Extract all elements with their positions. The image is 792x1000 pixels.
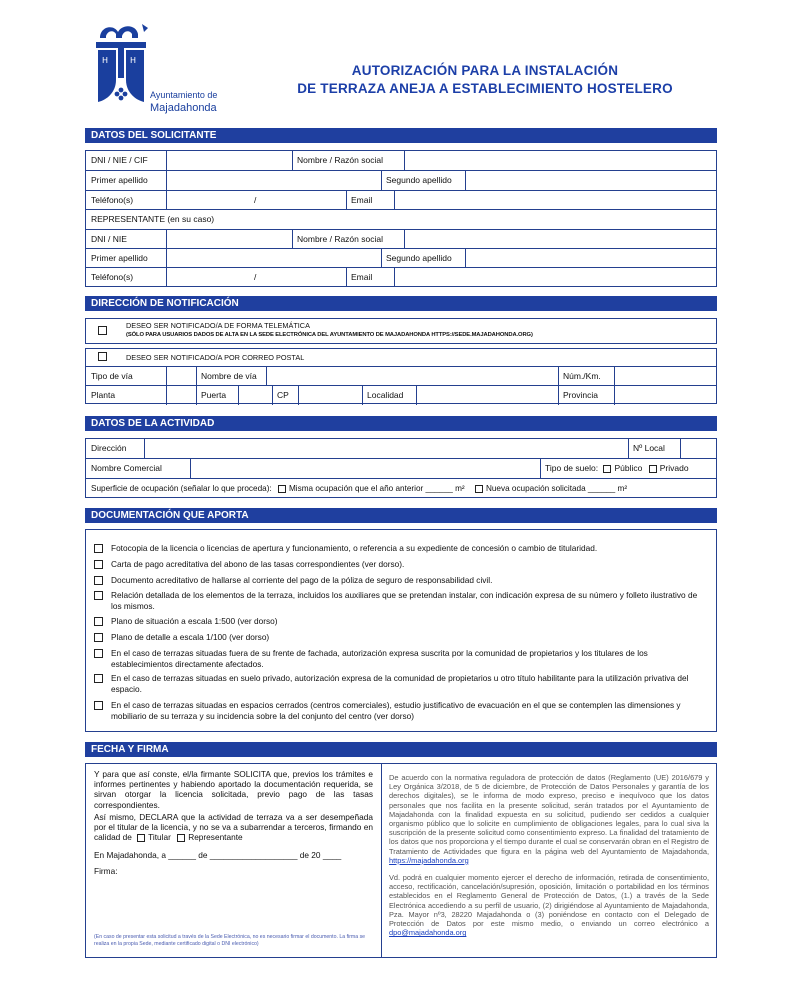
nombre-rep-field[interactable]: [404, 230, 716, 249]
primer-apellido-rep-field[interactable]: [166, 249, 381, 268]
label-tipo-suelo: Tipo de suelo:: [545, 463, 599, 473]
label-tipo-via: Tipo de vía: [91, 371, 133, 381]
doc-text-1: Fotocopia de la licencia o licencias de apertura y funcionamiento, o referencia a su expediente de concesión o cambio de titularidad.: [111, 543, 598, 553]
solicitante-box: [85, 150, 717, 287]
doc-checkbox-7[interactable]: [94, 649, 103, 658]
svg-text:H: H: [102, 56, 109, 65]
row-telefono-rep: [86, 267, 716, 287]
label-provincia: Provincia: [563, 390, 598, 400]
section-header-notificacion: DIRECCIÓN DE NOTIFICACIÓN: [85, 296, 717, 311]
telefono-separator: /: [254, 195, 257, 205]
logo-text-line1: Ayuntamiento de: [150, 90, 218, 100]
declara-text: [94, 812, 373, 843]
doc-item-5: [94, 616, 708, 627]
doc-checkbox-6[interactable]: [94, 633, 103, 642]
fecha-line: En Majadahonda, a ______ de ___________________ de 20 ____: [94, 850, 342, 861]
doc-checkbox-1[interactable]: [94, 544, 103, 553]
dpo-email-link[interactable]: dpo@majadahonda.org: [389, 928, 467, 938]
doc-text-2: Carta de pago acreditativa del abono de las tasas correspondientes (ver dorso).: [111, 559, 405, 569]
row-nombre-comercial: [86, 458, 716, 478]
doc-item-4: [94, 590, 708, 611]
tipo-via-field[interactable]: [166, 367, 196, 386]
row-dni: [86, 151, 716, 171]
firma-declaracion: [86, 764, 381, 957]
majadahonda-link[interactable]: https://majadahonda.org: [389, 855, 469, 865]
row-direccion: [86, 439, 716, 459]
email-rep-field[interactable]: [394, 268, 716, 287]
label-nombre-rep: Nombre / Razón social: [297, 234, 383, 244]
row-postal: [86, 349, 716, 367]
label-nueva: Nueva ocupación solicitada ______ m²: [485, 484, 628, 493]
sede-note: (En caso de presentar esta solicitud a través de la Sede Electrónica, no es necesario firmar el documento. La firma se realiza en la propia Sede, mediante certificado digital o DNI electrónico): [94, 934, 366, 947]
notificacion-postal-box: [85, 348, 717, 404]
notificacion-telematica-box: [85, 318, 717, 344]
local-field[interactable]: [680, 439, 716, 459]
section-header-actividad: DATOS DE LA ACTIVIDAD: [85, 416, 717, 431]
privacy-text-2: Vd. podrá en cualquier momento ejercer el derecho de información, retirada de consentimiento, acceso, rectificación, cancelación/supresión, oposición, limitación o portabilidad en los términos establecidos en el Reglamento General de Protección de Datos, (1.) a través de la Sede Electrónica accediendo a su perfil de usuario, (2) dirigiéndose al Ayuntamiento de Majadahonda, Pza. Mayor nº3, 28220 Majadahonda o (3) poniéndose en contacto con el Delegado de Protección de Datos por este mismo medio, o enviando un correo electrónico a: [389, 873, 709, 929]
label-titular: Titular: [148, 832, 171, 843]
label-email-rep: Email: [351, 272, 373, 282]
dni-cif-field[interactable]: [166, 151, 292, 171]
label-direccion: Dirección: [91, 443, 127, 453]
row-planta: [86, 385, 716, 405]
label-representante: REPRESENTANTE (en su caso): [91, 214, 215, 224]
publico-checkbox[interactable]: [603, 465, 611, 473]
doc-text-3: Documento acreditativo de hallarse al corriente del pago de la póliza de seguro de responsabilidad civil.: [111, 575, 493, 585]
row-via: [86, 366, 716, 386]
doc-text-4: Relación detallada de los elementos de la terraza, incluidos los auxiliares que se pretendan instalar, con indicación expresa de su número y folleto ilustrativo de los mismos.: [111, 590, 698, 611]
label-primer-apellido: Primer apellido: [91, 175, 148, 185]
telematica-label: DESEO SER NOTIFICADO/A DE FORMA TELEMÁTICA: [126, 321, 310, 330]
row-apellidos-rep: [86, 248, 716, 268]
declara-body: Así mismo, DECLARA que la actividad de terraza va a ser desempeñada por el titular de la licencia, y no se va a subarrendar a terceros, firmando en calidad de: [94, 811, 373, 843]
tipo-suelo-group: [540, 459, 716, 478]
label-telefono: Teléfono(s): [91, 195, 134, 205]
representante-checkbox[interactable]: [177, 834, 185, 842]
label-nombre: Nombre / Razón social: [297, 155, 383, 165]
firma-box: [85, 763, 717, 958]
postal-checkbox[interactable]: [98, 352, 107, 361]
row-apellidos: [86, 170, 716, 190]
postal-label: DESEO SER NOTIFICADO/A POR CORREO POSTAL: [126, 353, 305, 362]
municipal-logo: [86, 20, 226, 115]
primer-apellido-field[interactable]: [166, 171, 381, 190]
superficie-group: [86, 479, 716, 498]
direccion-field[interactable]: [144, 439, 628, 459]
row-telefono: [86, 190, 716, 210]
dni-rep-field[interactable]: [166, 230, 292, 249]
segundo-apellido-field[interactable]: [465, 171, 716, 190]
doc-checkbox-2[interactable]: [94, 560, 103, 569]
title-line-2: DE TERRAZA ANEJA A ESTABLECIMIENTO HOSTELERO: [297, 81, 673, 96]
doc-text-7: En el caso de terrazas situadas fuera de su frente de fachada, autorización expresa suscrita por la comunidad de propietarios y los titulares de los establecimientos directamente afectados.: [111, 648, 648, 669]
doc-checkbox-3[interactable]: [94, 576, 103, 585]
doc-item-8: [94, 673, 708, 694]
nombre-field[interactable]: [404, 151, 716, 171]
section-header-documentacion: DOCUMENTACIÓN QUE APORTA: [85, 508, 717, 523]
doc-checkbox-8[interactable]: [94, 674, 103, 683]
title-line-1: AUTORIZACIÓN PARA LA INSTALACIÓN: [351, 63, 619, 78]
row-superficie: [86, 478, 716, 498]
label-telefono-rep: Teléfono(s): [91, 272, 134, 282]
privado-checkbox[interactable]: [649, 465, 657, 473]
label-nombre-via: Nombre de vía: [201, 371, 257, 381]
doc-item-1: [94, 543, 708, 554]
label-privado: Privado: [659, 463, 689, 473]
doc-checkbox-9[interactable]: [94, 701, 103, 710]
doc-item-3: [94, 575, 708, 586]
label-dni-rep: DNI / NIE: [91, 234, 127, 244]
nombre-via-field[interactable]: [266, 367, 558, 386]
label-cp: CP: [277, 390, 289, 400]
label-localidad: Localidad: [367, 390, 404, 400]
label-local: Nº Local: [633, 443, 665, 453]
label-num-km: Núm./Km.: [563, 371, 601, 381]
num-km-field[interactable]: [614, 367, 716, 386]
label-superficie: Superficie de ocupación (señalar lo que proceda):: [91, 484, 272, 493]
planta-field[interactable]: [166, 386, 196, 405]
puerta-field[interactable]: [238, 386, 272, 405]
label-nombre-comercial: Nombre Comercial: [91, 463, 162, 473]
label-email: Email: [351, 195, 373, 205]
document-title: [280, 62, 690, 98]
doc-item-2: [94, 559, 708, 570]
localidad-field[interactable]: [416, 386, 558, 405]
doc-item-7: [94, 648, 708, 669]
documentacion-box: [85, 529, 717, 732]
provincia-field[interactable]: [614, 386, 716, 405]
doc-checkbox-5[interactable]: [94, 617, 103, 626]
svg-text:H: H: [130, 56, 137, 65]
doc-text-8: En el caso de terrazas situadas en suelo privado, autorización expresa de la comunidad de propietarios u otro título habilitante para la utilización privativa del espacio.: [111, 673, 689, 694]
cp-field[interactable]: [298, 386, 362, 405]
privacy-notice: [381, 764, 716, 957]
segundo-apellido-rep-field[interactable]: [465, 249, 716, 268]
section-header-firma: FECHA Y FIRMA: [85, 742, 717, 757]
section-header-solicitante: DATOS DEL SOLICITANTE: [85, 128, 717, 143]
label-segundo-apellido-rep: Segundo apellido: [386, 253, 452, 263]
telematica-note: (SÓLO PARA USUARIOS DADOS DE ALTA EN LA SEDE ELECTRÓNICA DEL AYUNTAMIENTO DE MAJADAHONDA HTTPS://SEDE.MAJADAHONDA.ORG): [126, 332, 533, 338]
label-representante-firma: Representante: [188, 832, 243, 843]
label-misma: Misma ocupación que el año anterior ______ m²: [288, 484, 465, 493]
firma-label: Firma:: [94, 865, 118, 876]
actividad-box: [85, 438, 717, 498]
label-segundo-apellido: Segundo apellido: [386, 175, 452, 185]
doc-text-5: Plano de situación a escala 1:500 (ver dorso): [111, 616, 278, 626]
label-dni-cif: DNI / NIE / CIF: [91, 155, 148, 165]
privacy-paragraph-2: [389, 873, 709, 937]
logo-text-line2: Majadahonda: [150, 102, 217, 114]
telefono-rep-separator: /: [254, 272, 257, 282]
row-dni-rep: [86, 229, 716, 249]
privacy-text-1: De acuerdo con la normativa reguladora de protección de datos (Reglamento (UE) 2016/679 y Ley Orgánica 3/2018, de 5 de diciembre, de Protección de Datos Personales y garantía de los derechos digitales), se le informa de modo expreso, preciso e inequívoco que los datos personales que nos facilita en la presente solicitud, serán tratados por el Ayuntamiento de Majadahonda con la finalidad expuesta en su solicitud, pudiendo ser cedidos a cualquier organismo público que lo solicite en cumplimiento de obligaciones legales, para lo cual siva la suscripción de la presente solicitud como consentimiento expreso. La finalidad del tratamiento de los datos que nos proporciona y el tiempo durante el cual se conservarán obran en el Registro de Tratamiento de Actividades que figura en la página web del Ayuntamiento de Majadahonda,: [389, 773, 709, 856]
label-planta: Planta: [91, 390, 116, 400]
label-puerta: Puerta: [201, 390, 227, 400]
doc-checkbox-4[interactable]: [94, 591, 103, 600]
coat-of-arms-icon: [92, 20, 152, 108]
label-primer-apellido-rep: Primer apellido: [91, 253, 148, 263]
doc-text-9: En el caso de terrazas situadas en espacios cerrados (centros comerciales), estudio justificativo de evacuación en el que se contemplen las dimensiones y mobiliario de su terraza y su incidencia sobre la del conjunto del centro (ver dorso): [111, 700, 681, 721]
nombre-comercial-field[interactable]: [190, 459, 540, 478]
label-publico: Público: [614, 463, 643, 473]
doc-item-6: [94, 632, 708, 643]
doc-item-9: [94, 700, 708, 721]
solicita-text: Y para que así conste, el/la firmante SOLICITA que, previos los trámites e informes pertinentes y habiendo aportado la documentación requerida, se sirvan otorgar la licencia solicitada, previo pago de las tasas correspondientes.: [94, 769, 373, 810]
misma-checkbox[interactable]: [278, 485, 286, 493]
privacy-paragraph-1: [389, 773, 709, 865]
nueva-checkbox[interactable]: [475, 485, 483, 493]
email-field[interactable]: [394, 191, 716, 210]
telematica-checkbox[interactable]: [98, 326, 107, 335]
row-representante: [86, 209, 716, 229]
titular-checkbox[interactable]: [137, 834, 145, 842]
doc-text-6: Plano de detalle a escala 1/100 (ver dorso): [111, 632, 270, 642]
